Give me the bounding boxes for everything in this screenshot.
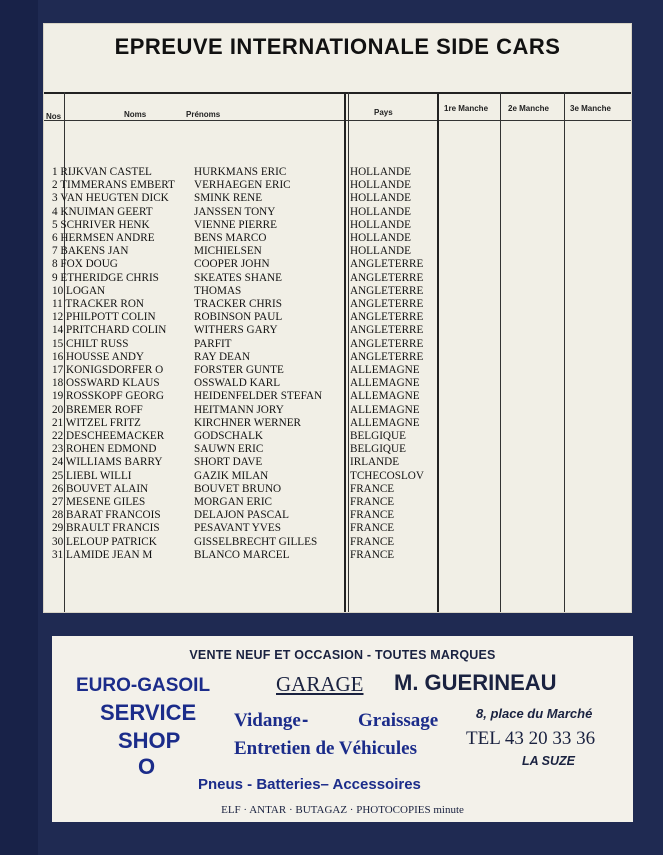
passenger-name: JANSSEN TONY <box>194 205 276 218</box>
country: FRANCE <box>350 548 395 561</box>
country: FRANCE <box>350 522 395 535</box>
passenger-name: PARFIT <box>194 337 232 350</box>
header-bottom-rule <box>44 120 631 121</box>
passenger-name: SKEATES SHANE <box>194 271 282 284</box>
country: IRLANDE <box>350 456 400 469</box>
table-row <box>44 166 631 179</box>
pilot-name: 29 BRAULT FRANCIS <box>52 522 160 535</box>
table-row <box>44 522 631 535</box>
table-row <box>44 536 631 549</box>
pilot-name: 10 LOGAN <box>52 284 106 297</box>
passenger-name: DELAJON PASCAL <box>194 509 290 522</box>
column-header-manche-2: 2e Manche <box>508 104 549 113</box>
table-row <box>44 311 631 324</box>
passenger-name: MICHIELSEN <box>194 245 262 258</box>
column-header-prenoms: Prénoms <box>186 110 221 119</box>
country: HOLLANDE <box>350 179 411 192</box>
pilot-name: 22 DESCHEEMACKER <box>52 430 165 442</box>
table-row <box>44 549 631 562</box>
pilot-name: 7 BAKENS JAN <box>52 245 129 258</box>
column-header-manche-1: 1re Manche <box>444 104 489 113</box>
passenger-name: HEITMANN JORY <box>194 403 284 416</box>
telephone: TEL 43 20 33 36 <box>466 728 596 749</box>
garage-label: GARAGE <box>276 672 364 696</box>
pilot-name: 9 ETHERIDGE CHRIS <box>52 271 159 284</box>
shop-label: SHOP <box>118 728 181 753</box>
pilot-name: 28 BARAT FRANCOIS <box>52 509 161 522</box>
euro-gasoil-logo-text <box>76 676 210 695</box>
table-row <box>44 192 631 205</box>
garage-heading <box>276 670 557 697</box>
table-row <box>44 417 631 430</box>
table-row <box>44 377 631 390</box>
ad-headline: VENTE NEUF ET OCCASION - TOUTES MARQUES <box>189 648 496 662</box>
pilot-name: 24 WILLIAMS BARRY <box>52 456 163 469</box>
table-row <box>44 496 631 509</box>
table-row <box>44 351 631 364</box>
table-row <box>44 443 631 456</box>
country: ALLEMAGNE <box>350 403 420 416</box>
table-row <box>44 206 631 219</box>
passenger-name: SAUWN ERIC <box>194 443 264 456</box>
pilot-name: 25 LIEBL WILLI <box>52 469 132 482</box>
pilot-name: 19 ROSSKOPF GEORG <box>52 390 164 403</box>
passenger-name: HURKMANS ERIC <box>194 166 287 178</box>
separator-dash: - <box>302 710 309 731</box>
table-row <box>44 338 631 351</box>
pilot-name: 8 FOX DOUG <box>52 258 118 271</box>
brands-line: ELF · ANTAR · BUTAGAZ · PHOTOCOPIES minute <box>221 804 464 816</box>
country: ALLEMAGNE <box>350 377 420 390</box>
town: LA SUZE <box>522 754 576 768</box>
country: HOLLANDE <box>350 245 411 258</box>
country: BELGIQUE <box>350 430 406 442</box>
country: ALLEMAGNE <box>350 364 420 376</box>
table-row <box>44 179 631 192</box>
table-row <box>44 219 631 232</box>
column-header-pays: Pays <box>374 108 393 117</box>
pilot-name: 4 KNUIMAN GEERT <box>52 205 153 218</box>
passenger-name: PESAVANT YVES <box>194 522 281 535</box>
pilot-name: 31 LAMIDE JEAN M <box>52 548 153 561</box>
binder-spine <box>0 0 38 855</box>
table-row <box>44 245 631 258</box>
passenger-name: GAZIK MILAN <box>194 469 269 482</box>
table-row <box>44 298 631 311</box>
pilot-name: 5 SCHRIVER HENK <box>52 218 150 231</box>
table-row <box>44 483 631 496</box>
passenger-name: BOUVET BRUNO <box>194 482 282 495</box>
country: ANGLETERRE <box>350 311 424 324</box>
passenger-name: WITHERS GARY <box>194 324 278 337</box>
passenger-name: GODSCHALK <box>194 430 263 442</box>
country: BELGIQUE <box>350 443 406 456</box>
column-header-nos: Nos <box>46 112 62 121</box>
pilot-name: 16 HOUSSE ANDY <box>52 350 144 363</box>
pilot-name: 6 HERMSEN ANDRE <box>52 232 155 244</box>
country: HOLLANDE <box>350 166 411 178</box>
passenger-name: THOMAS <box>194 284 242 297</box>
page-title: EPREUVE INTERNATIONALE SIDE CARS <box>114 34 561 59</box>
country: FRANCE <box>350 509 395 522</box>
table-row <box>44 272 631 285</box>
country: FRANCE <box>350 535 395 548</box>
entry-list-sheet <box>44 24 631 612</box>
pilot-name: 15 CHILT RUSS <box>52 337 129 350</box>
country: FRANCE <box>350 482 395 495</box>
pilot-name: 1 RIJKVAN CASTEL <box>52 166 152 178</box>
country: ANGLETERRE <box>350 258 424 271</box>
table-row <box>44 404 631 417</box>
owner-name: M. GUERINEAU <box>394 670 557 695</box>
table-row <box>44 364 631 377</box>
passenger-name: COOPER JOHN <box>194 258 270 271</box>
country: HOLLANDE <box>350 218 411 231</box>
header-top-rule <box>44 92 631 94</box>
pilot-name: 12 PHILPOTT COLIN <box>52 311 156 324</box>
country: FRANCE <box>350 496 395 508</box>
passenger-name: MORGAN ERIC <box>194 496 273 508</box>
passenger-name: SMINK RENE <box>194 192 263 205</box>
pilot-name: 18 OSSWARD KLAUS <box>52 377 160 390</box>
passenger-name: OSSWALD KARL <box>194 377 281 390</box>
table-row <box>44 470 631 483</box>
passenger-name: BLANCO MARCEL <box>194 548 290 561</box>
country: ANGLETERRE <box>350 271 424 284</box>
passenger-name: GISSELBRECHT GILLES <box>194 535 318 548</box>
pilot-name: 21 WITZEL FRITZ <box>52 416 141 429</box>
pilot-name: 11 TRACKER RON <box>52 298 144 310</box>
pilot-name: 27 MESENE GILES <box>52 496 146 508</box>
passenger-name: RAY DEAN <box>194 350 251 363</box>
passenger-name: SHORT DAVE <box>194 456 263 469</box>
o-label: O <box>138 754 156 779</box>
country: ALLEMAGNE <box>350 416 420 429</box>
pilot-name: 20 BREMER ROFF <box>52 403 143 416</box>
advertisement <box>52 636 633 822</box>
passenger-name: BENS MARCO <box>194 232 267 244</box>
column-header-noms: Noms <box>124 110 147 119</box>
passenger-name: HEIDENFELDER STEFAN <box>194 390 323 403</box>
country: ANGLETERRE <box>350 284 424 297</box>
table-row <box>44 456 631 469</box>
country: ANGLETERRE <box>350 337 424 350</box>
country: HOLLANDE <box>350 232 411 244</box>
pilot-name: 14 PRITCHARD COLIN <box>52 324 167 337</box>
passenger-name: FORSTER GUNTE <box>194 364 284 376</box>
table-row <box>44 285 631 298</box>
column-header-manche-3: 3e Manche <box>570 104 611 113</box>
table-row <box>44 324 631 337</box>
table-row <box>44 232 631 245</box>
table-row <box>44 430 631 443</box>
country: ANGLETERRE <box>350 298 424 310</box>
service-vidange: Vidange <box>234 710 301 731</box>
country: ANGLETERRE <box>350 350 424 363</box>
pilot-name: 26 BOUVET ALAIN <box>52 482 149 495</box>
table-row <box>44 390 631 403</box>
pilot-name: 2 TIMMERANS EMBERT <box>52 179 175 192</box>
pilot-name: 3 VAN HEUGTEN DICK <box>52 192 169 205</box>
products-line: Pneus - Batteries– Accessoires <box>198 776 421 793</box>
pilot-name: 30 LELOUP PATRICK <box>52 535 157 548</box>
pilot-name: 23 ROHEN EDMOND <box>52 443 157 456</box>
service-entretien: Entretien de Véhicules <box>234 738 417 759</box>
table-row <box>44 509 631 522</box>
passenger-name: TRACKER CHRIS <box>194 298 282 310</box>
euro-gasoil-label: EURO-GASOIL <box>76 675 211 696</box>
service-graissage: Graissage <box>358 710 439 731</box>
country: ALLEMAGNE <box>350 390 420 403</box>
address: 8, place du Marché <box>476 706 593 721</box>
passenger-name: KIRCHNER WERNER <box>194 416 302 429</box>
country: TCHECOSLOV <box>350 469 424 482</box>
passenger-name: VERHAEGEN ERIC <box>194 179 291 192</box>
country: HOLLANDE <box>350 205 411 218</box>
pilot-name: 17 KONIGSDORFER O <box>52 364 164 376</box>
country: HOLLANDE <box>350 192 411 205</box>
passenger-name: ROBINSON PAUL <box>194 311 283 324</box>
country: ANGLETERRE <box>350 324 424 337</box>
passenger-name: VIENNE PIERRE <box>194 218 277 231</box>
table-row <box>44 258 631 271</box>
service-label: SERVICE <box>100 700 197 725</box>
